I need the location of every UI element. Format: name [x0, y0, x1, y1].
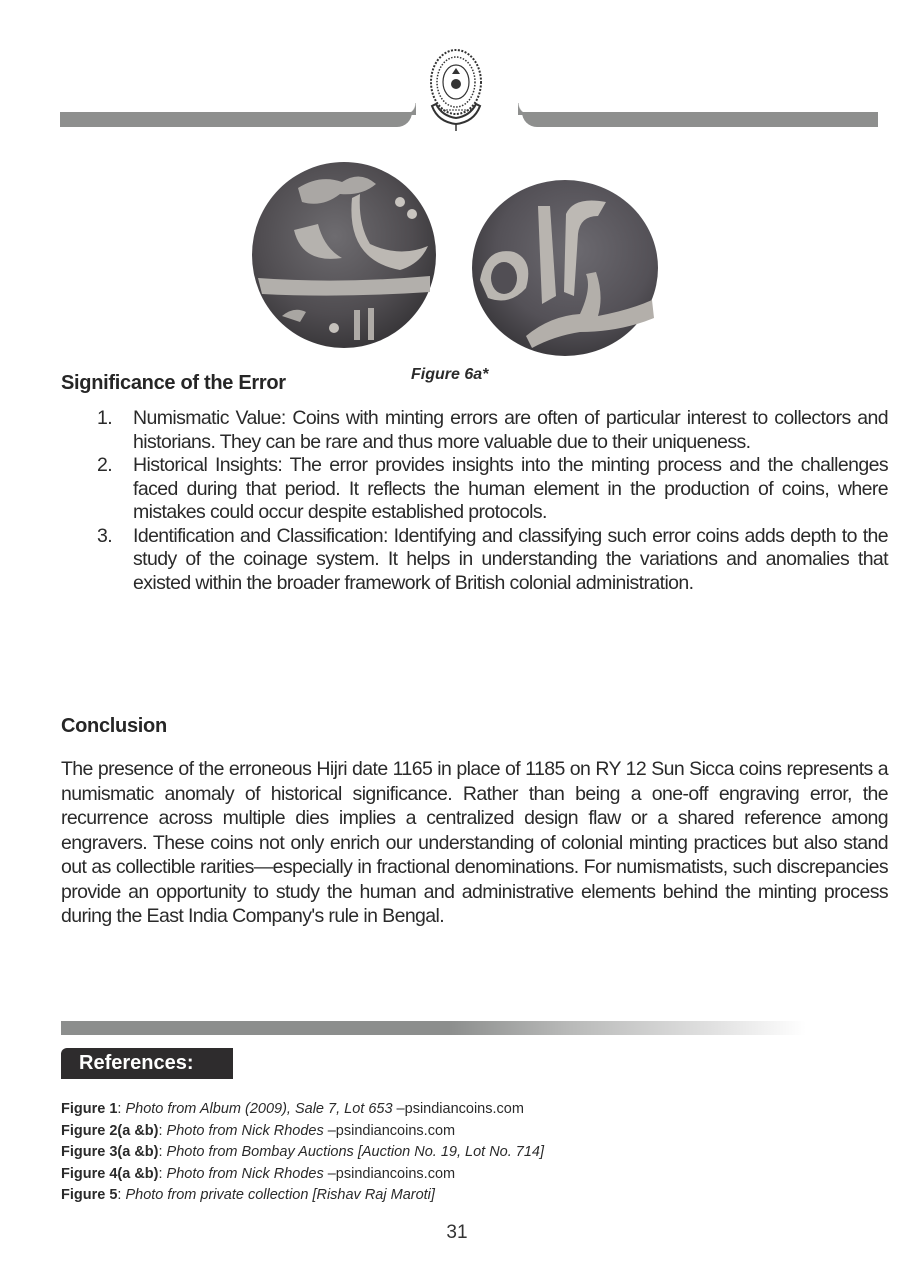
header-bar-right: [522, 112, 878, 127]
references-heading: References:: [61, 1048, 233, 1079]
list-number: 3.: [97, 524, 113, 547]
list-number: 2.: [97, 454, 113, 476]
page-number: 31: [446, 1222, 468, 1243]
reference-label: Figure 3(a &b): [61, 1144, 159, 1160]
list-text: Historical Insights: The error provides insights into the minting process and the challenges faced during that period. It reflects the human element in the production of coins, where mistakes could occur despite established protocols.: [133, 454, 888, 523]
reference-description: Photo from Nick Rhodes: [166, 1122, 324, 1139]
reference-label: Figure 4(a &b): [61, 1165, 159, 1182]
list-text: Numismatic Value: Coins with minting errors are often of particular interest to collectors and historians. They can be rare and thus more valuable due to their uniqueness.: [133, 407, 888, 453]
list-item-identification: [93, 525, 888, 596]
reference-description: Photo from Bombay Auctions [Auction No. 19, Lot No. 714]: [166, 1144, 545, 1160]
reference-description: Photo from Nick Rhodes: [166, 1165, 324, 1182]
reference-item: [61, 1121, 681, 1143]
coin-obverse-image: [250, 160, 438, 350]
reference-item: [61, 1185, 681, 1207]
reference-label: Figure 5: [61, 1187, 118, 1203]
reference-separator: :: [158, 1122, 167, 1139]
coin-reverse-image: [470, 176, 660, 358]
reference-separator: :: [117, 1101, 126, 1117]
list-text: Identification and Classification: Identifying and classifying such error coins adds depth to the study of the coinage system. It helps in understanding the variations and anomalies that existed within the broader framework of British colonial administration.: [133, 524, 888, 594]
conclusion-heading: Conclusion: [61, 715, 167, 737]
reference-description: Photo from private collection [Rishav Raj Maroti]: [125, 1187, 435, 1203]
reference-source: –psindiancoins.com: [392, 1101, 524, 1117]
list-number: 1.: [97, 407, 113, 429]
conclusion-paragraph: The presence of the erroneous Hijri date 1165 in place of 1185 on RY 12 Sun Sicca coins represents a numismatic anomaly of historical significance. Rather than being a one-off engraving error, the recurrence across multiple dies implies a centralized design flaw or a shared reference among engravers. These coins not only enrich our understanding of colonial minting practices but also stand out as collectible rarities—especially in fractional denominations. For numismatists, such discrepancies provide an opportunity to study the human and administrative elements behind the minting process during the East India Company's rule in Bengal.: [61, 758, 888, 927]
society-emblem-icon: [426, 40, 486, 132]
significance-list: [93, 407, 888, 595]
figure-6a: [228, 148, 706, 360]
reference-label: Figure 1: [61, 1101, 118, 1117]
reference-separator: :: [158, 1165, 167, 1182]
list-item-historical-insights: [93, 454, 888, 525]
list-item-numismatic-value: [93, 407, 888, 454]
reference-label: Figure 2(a &b): [61, 1122, 159, 1139]
reference-item: [61, 1142, 681, 1164]
reference-separator: :: [158, 1144, 167, 1160]
significance-heading: Significance of the Error: [61, 372, 286, 394]
section-divider: [61, 1021, 806, 1035]
reference-source: –psindiancoins.com: [323, 1122, 456, 1139]
reference-separator: :: [117, 1187, 126, 1203]
reference-description: Photo from Album (2009), Sale 7, Lot 653: [125, 1101, 393, 1117]
figure-caption: Figure 6a*: [411, 366, 489, 383]
reference-item: [61, 1164, 681, 1186]
header-bar-left: [60, 112, 412, 127]
reference-source: –psindiancoins.com: [323, 1165, 456, 1182]
reference-item: [61, 1099, 681, 1121]
references-list: [61, 1099, 681, 1207]
